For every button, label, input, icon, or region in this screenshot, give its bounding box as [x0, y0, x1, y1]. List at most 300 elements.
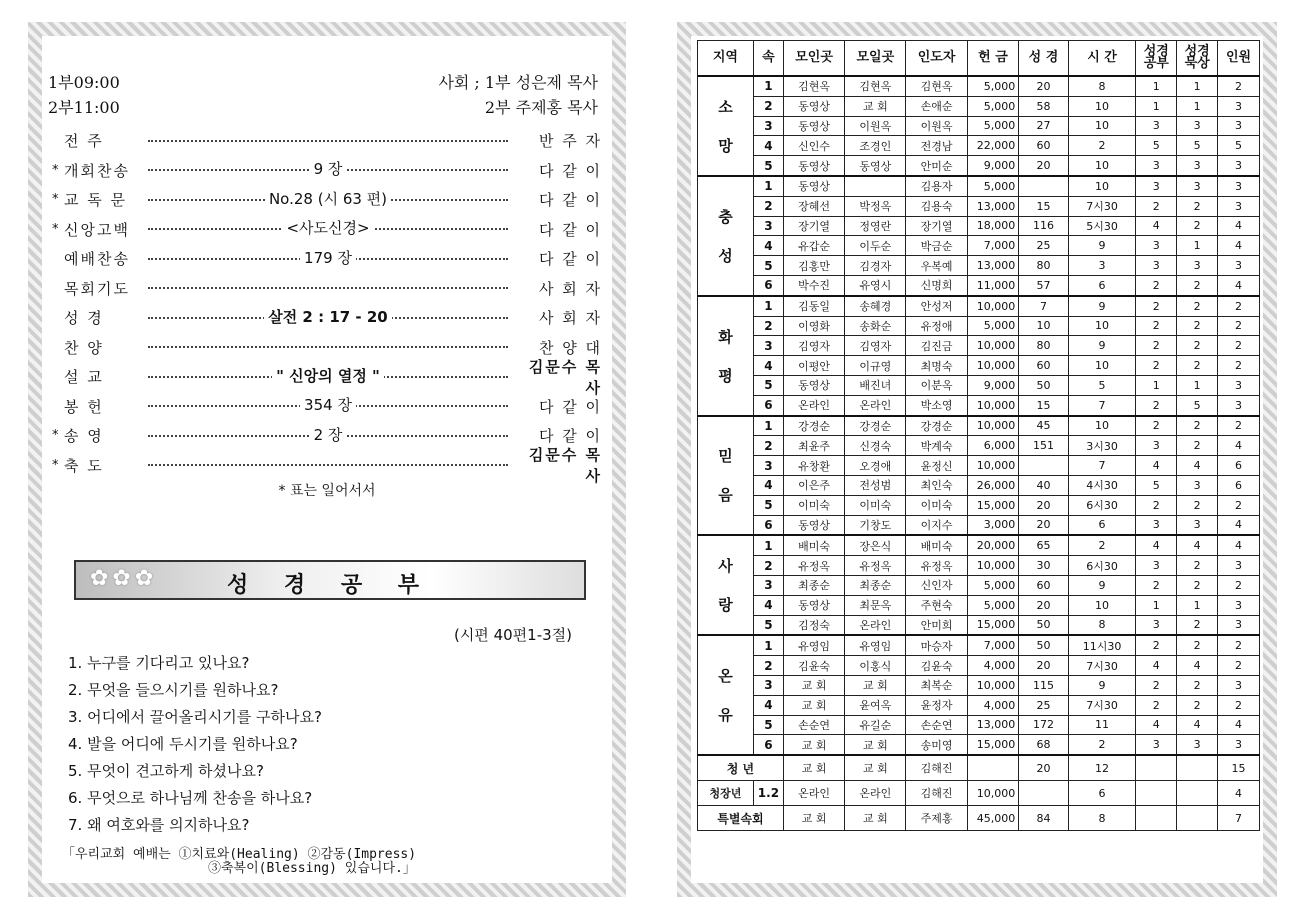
table-cell: 20: [1019, 656, 1068, 676]
table-cell: 115: [1019, 675, 1068, 695]
attendance-table: [697, 40, 1260, 831]
table-cell: 김현옥: [845, 76, 906, 96]
column-header: 인원: [1218, 41, 1260, 77]
table-cell: 교 회: [845, 755, 906, 781]
table-cell: [1177, 755, 1218, 781]
table-cell: 박금순: [906, 236, 967, 256]
order-middle: [148, 394, 508, 415]
order-who: 사 회 자: [538, 279, 602, 298]
table-cell: 2: [1177, 615, 1218, 635]
table-cell: 6: [1218, 475, 1260, 495]
column-header: 인도자: [906, 41, 967, 77]
table-row: [698, 715, 1260, 735]
bulletin-right-page: [677, 22, 1277, 897]
table-cell: 3: [1177, 735, 1218, 755]
table-cell: 1: [1177, 96, 1218, 116]
table-cell: 배미숙: [906, 535, 967, 555]
table-cell: 2: [1177, 216, 1218, 236]
order-who: 다 같 이: [538, 220, 602, 239]
group-number-cell: 3: [753, 456, 783, 476]
table-cell: 8: [1068, 806, 1136, 831]
table-cell: 최윤주: [783, 436, 844, 456]
table-cell: [1136, 806, 1177, 831]
table-cell: 9,000: [967, 156, 1019, 176]
order-name: 봉 헌: [64, 397, 104, 416]
table-cell: 2: [1218, 416, 1260, 436]
table-cell: 13,000: [967, 196, 1019, 216]
table-cell: 전성범: [845, 475, 906, 495]
table-cell: 3: [1136, 116, 1177, 136]
table-cell: 이미숙: [783, 495, 844, 515]
table-row: [698, 436, 1260, 456]
table-cell: 13,000: [967, 715, 1019, 735]
order-dots: [148, 140, 508, 142]
order-who: 다 같 이: [538, 161, 602, 180]
order-who: 다 같 이: [538, 397, 602, 416]
order-middle: [148, 424, 508, 445]
table-cell: 8: [1068, 615, 1136, 635]
table-cell: 4: [1136, 656, 1177, 676]
table-cell: 3: [1218, 176, 1260, 196]
table-row: [698, 806, 1260, 831]
table-cell: 안미희: [906, 615, 967, 635]
order-item: [52, 357, 602, 397]
table-cell: 김영자: [845, 336, 906, 356]
table-cell: 3: [1068, 256, 1136, 276]
table-cell: 10: [1068, 416, 1136, 436]
order-name: 신앙고백: [64, 220, 130, 239]
table-cell: 4,000: [967, 656, 1019, 676]
table-cell: 3: [1218, 675, 1260, 695]
table-cell: 10,000: [967, 356, 1019, 376]
group-number-cell: 5: [753, 615, 783, 635]
table-cell: 11시30: [1068, 635, 1136, 655]
table-cell: 교 회: [845, 96, 906, 116]
table-row: [698, 156, 1260, 176]
table-cell: 교 회: [783, 675, 844, 695]
table-cell: 3: [1218, 395, 1260, 415]
group-number-cell: 6: [753, 395, 783, 415]
table-row: [698, 595, 1260, 615]
table-cell: 2: [1177, 356, 1218, 376]
order-who: 찬 양 대: [538, 338, 602, 357]
table-cell: 우복예: [906, 256, 967, 276]
table-cell: 이미숙: [906, 495, 967, 515]
table-cell: 3: [1136, 156, 1177, 176]
table-cell: 유영임: [783, 635, 844, 655]
table-cell: 2: [1136, 495, 1177, 515]
table-cell: 2: [1218, 635, 1260, 655]
table-row: [698, 275, 1260, 295]
table-cell: 이두순: [845, 236, 906, 256]
table-cell: 45,000: [967, 806, 1019, 831]
table-cell: 김윤숙: [783, 656, 844, 676]
table-cell: 7시30: [1068, 656, 1136, 676]
table-cell: 65: [1019, 535, 1068, 555]
table-cell: 장기열: [906, 216, 967, 236]
table-cell: 최인숙: [906, 475, 967, 495]
order-item: [52, 126, 602, 156]
table-cell: 유정옥: [783, 556, 844, 576]
group-number-cell: 3: [753, 116, 783, 136]
table-cell: 박정옥: [845, 196, 906, 216]
order-item: [52, 446, 602, 486]
table-cell: 3: [1136, 556, 1177, 576]
table-cell: 25: [1019, 695, 1068, 715]
order-star: *: [52, 428, 59, 444]
table-cell: 10,000: [967, 556, 1019, 576]
order-middle: [148, 158, 508, 179]
order-star: *: [52, 192, 59, 208]
order-middle-text: " 신앙의 열정 ": [272, 367, 384, 385]
question: 1. 누구를 기다리고 있나요?: [68, 654, 250, 672]
table-cell: 유길순: [845, 715, 906, 735]
table-cell: 이평안: [783, 356, 844, 376]
table-cell: 이홍식: [845, 656, 906, 676]
table-cell: 6: [1068, 515, 1136, 535]
table-cell: 이분옥: [906, 375, 967, 395]
table-cell: 2: [1177, 675, 1218, 695]
order-name: 설 교: [64, 368, 104, 387]
flower-icon: ✿✿✿: [90, 566, 158, 591]
table-cell: 주제홍: [906, 806, 967, 831]
table-cell: 박수진: [783, 275, 844, 295]
table-cell: 3: [1218, 595, 1260, 615]
question: 5. 무엇이 견고하게 하셨나요?: [68, 762, 264, 780]
region-cell: 온 유: [698, 635, 754, 755]
table-cell: 윤정신: [906, 456, 967, 476]
table-cell: 5,000: [967, 76, 1019, 96]
table-cell: 이규영: [845, 356, 906, 376]
footer-line-1: 「우리교회 예배는 ①치료와(Healing) ②감동(Impress): [62, 847, 417, 862]
table-cell: 동영상: [783, 116, 844, 136]
table-cell: 3: [1136, 436, 1177, 456]
table-cell: 50: [1019, 615, 1068, 635]
order-middle-text: 살전 2 : 17 - 20: [264, 308, 392, 326]
table-cell: 5: [1177, 395, 1218, 415]
order-star: *: [52, 221, 59, 237]
order-item: [52, 185, 602, 215]
table-cell: 신명희: [906, 275, 967, 295]
table-cell: 1: [1136, 96, 1177, 116]
table-cell: 30: [1019, 556, 1068, 576]
order-name: 성 경: [64, 309, 104, 328]
table-cell: 유정애: [906, 316, 967, 336]
table-cell: 교 회: [845, 735, 906, 755]
order-who: 반 주 자: [538, 132, 602, 151]
group-number-cell: 6: [753, 735, 783, 755]
table-cell: 2: [1177, 635, 1218, 655]
table-row: [698, 236, 1260, 256]
table-cell: 7,000: [967, 635, 1019, 655]
group-number-cell: 2: [753, 316, 783, 336]
group-number-cell: 3: [753, 336, 783, 356]
table-cell: 3: [1218, 256, 1260, 276]
region-cell: 특별속회: [698, 806, 784, 831]
question: 4. 발을 어디에 두시기를 원하나요?: [68, 735, 298, 753]
table-cell: 4,000: [967, 695, 1019, 715]
table-cell: 2: [1136, 356, 1177, 376]
table-cell: 최문옥: [845, 595, 906, 615]
table-cell: 장은식: [845, 535, 906, 555]
table-cell: 2: [1136, 416, 1177, 436]
table-row: [698, 535, 1260, 555]
question: 7. 왜 여호와를 의지하나요?: [68, 816, 250, 834]
table-cell: 3: [1136, 615, 1177, 635]
group-number-cell: 2: [753, 436, 783, 456]
table-cell: 2: [1177, 436, 1218, 456]
table-cell: 2: [1218, 76, 1260, 96]
order-dots: [148, 248, 508, 267]
table-cell: 김윤숙: [906, 656, 967, 676]
table-cell: 이원옥: [906, 116, 967, 136]
table-cell: 8: [1068, 76, 1136, 96]
table-cell: 최복순: [906, 675, 967, 695]
table-cell: 동영상: [783, 515, 844, 535]
table-cell: 배미숙: [783, 535, 844, 555]
table-row: [698, 635, 1260, 655]
table-row: [698, 176, 1260, 196]
table-row: [698, 575, 1260, 595]
table-cell: 4: [1218, 236, 1260, 256]
table-row: [698, 136, 1260, 156]
table-cell: 4: [1218, 515, 1260, 535]
table-cell: 9: [1068, 236, 1136, 256]
table-cell: 15: [1218, 755, 1260, 781]
table-cell: 김현옥: [783, 76, 844, 96]
table-cell: 온라인: [783, 395, 844, 415]
table-cell: 3: [1218, 735, 1260, 755]
table-row: [698, 76, 1260, 96]
table-cell: 3: [1136, 515, 1177, 535]
table-cell: 3: [1136, 735, 1177, 755]
order-name: 찬 양: [64, 338, 104, 357]
table-cell: 동영상: [783, 375, 844, 395]
group-number-cell: 1: [753, 535, 783, 555]
table-cell: 10: [1068, 316, 1136, 336]
table-cell: 강경순: [845, 416, 906, 436]
table-cell: 윤여옥: [845, 695, 906, 715]
table-cell: 22,000: [967, 136, 1019, 156]
order-star: *: [52, 457, 59, 473]
table-cell: 최명숙: [906, 356, 967, 376]
table-cell: 온라인: [783, 781, 844, 806]
group-number-cell: 2: [753, 196, 783, 216]
group-number-cell: 4: [753, 136, 783, 156]
table-cell: 송미영: [906, 735, 967, 755]
table-cell: 2: [1218, 356, 1260, 376]
table-cell: 11: [1068, 715, 1136, 735]
table-cell: 2: [1177, 416, 1218, 436]
table-cell: 3: [1177, 176, 1218, 196]
table-cell: 3: [1136, 176, 1177, 196]
table-cell: 박계숙: [906, 436, 967, 456]
order-item: [52, 392, 602, 422]
table-cell: 50: [1019, 635, 1068, 655]
table-row: [698, 316, 1260, 336]
table-cell: 11,000: [967, 275, 1019, 295]
group-number-cell: 1: [753, 416, 783, 436]
table-cell: 온라인: [845, 781, 906, 806]
table-cell: 20: [1019, 495, 1068, 515]
table-cell: 60: [1019, 575, 1068, 595]
table-cell: 50: [1019, 375, 1068, 395]
table-cell: 10,000: [967, 675, 1019, 695]
table-cell: 2: [1218, 575, 1260, 595]
table-cell: 4: [1136, 456, 1177, 476]
table-row: [698, 656, 1260, 676]
table-cell: 2: [1136, 275, 1177, 295]
table-header: [698, 41, 1260, 77]
table-cell: 18,000: [967, 216, 1019, 236]
table-cell: 3: [1218, 196, 1260, 216]
table-cell: 10,000: [967, 395, 1019, 415]
table-cell: 온라인: [845, 395, 906, 415]
table-cell: 2: [1218, 656, 1260, 676]
table-cell: 주현숙: [906, 595, 967, 615]
table-row: [698, 296, 1260, 316]
bulletin-left-page: [28, 22, 626, 897]
table-cell: 172: [1019, 715, 1068, 735]
table-cell: 80: [1019, 256, 1068, 276]
table-cell: 1: [1177, 375, 1218, 395]
order-dots: [148, 219, 508, 238]
order-middle-text: 2 장: [310, 426, 347, 444]
table-cell: 1: [1136, 595, 1177, 615]
table-cell: 3: [1218, 615, 1260, 635]
table-cell: 10: [1068, 116, 1136, 136]
table-cell: 4시30: [1068, 475, 1136, 495]
table-cell: 신인수: [783, 136, 844, 156]
group-number-cell: 4: [753, 695, 783, 715]
order-name: 전 주: [64, 132, 104, 151]
order-item: [52, 244, 602, 274]
table-cell: 동영상: [783, 176, 844, 196]
table-cell: 교 회: [783, 735, 844, 755]
table-cell: 유영임: [845, 635, 906, 655]
table-cell: 신인자: [906, 575, 967, 595]
table-cell: 김해진: [906, 755, 967, 781]
table-cell: 15,000: [967, 735, 1019, 755]
group-number-cell: 3: [753, 675, 783, 695]
order-name: 예배찬송: [64, 250, 130, 269]
order-who: 김문수 목사: [528, 446, 602, 486]
table-cell: 2: [1177, 275, 1218, 295]
table-cell: 9: [1068, 336, 1136, 356]
order-middle: [148, 188, 508, 209]
region-cell: 믿 음: [698, 416, 754, 536]
table-row: [698, 375, 1260, 395]
group-number-cell: 4: [753, 356, 783, 376]
table-cell: 5: [1068, 375, 1136, 395]
order-dots: [148, 366, 508, 385]
column-header: 성경 묵상: [1177, 41, 1218, 77]
order-who: 다 같 이: [538, 191, 602, 210]
table-cell: 신경숙: [845, 436, 906, 456]
group-number-cell: 4: [753, 236, 783, 256]
order-dots: [148, 346, 508, 348]
table-cell: 15: [1019, 196, 1068, 216]
table-cell: 9: [1068, 575, 1136, 595]
table-cell: 2: [1218, 316, 1260, 336]
table-cell: 10: [1068, 96, 1136, 116]
table-cell: 2: [1218, 695, 1260, 715]
question: 6. 무엇으로 하나님께 찬송을 하나요?: [68, 789, 313, 807]
table-cell: 27: [1019, 116, 1068, 136]
group-number-cell: 2: [753, 656, 783, 676]
table-cell: 4: [1136, 216, 1177, 236]
table-row: [698, 395, 1260, 415]
order-middle-text: 179 장: [300, 249, 356, 267]
table-cell: 80: [1019, 336, 1068, 356]
table-cell: 9: [1068, 296, 1136, 316]
table-cell: 1: [1136, 375, 1177, 395]
table-cell: 3: [1218, 116, 1260, 136]
table-cell: 2: [1136, 336, 1177, 356]
table-cell: 1: [1177, 236, 1218, 256]
table-cell: 2: [1177, 296, 1218, 316]
table-cell: 김용자: [906, 176, 967, 196]
table-cell: 배진녀: [845, 375, 906, 395]
order-name: 개회찬송: [64, 161, 130, 180]
table-cell: 6: [1068, 781, 1136, 806]
table-cell: [1019, 176, 1068, 196]
table-row: [698, 336, 1260, 356]
table-cell: 15,000: [967, 615, 1019, 635]
table-cell: 이미숙: [845, 495, 906, 515]
table-cell: 김진금: [906, 336, 967, 356]
table-cell: 2: [1136, 296, 1177, 316]
order-dots: [148, 189, 508, 208]
footer-line-2: ③축복이(Blessing) 있습니다.」: [208, 861, 416, 876]
table-cell: 20: [1019, 595, 1068, 615]
group-number-cell: 5: [753, 156, 783, 176]
table-cell: 68: [1019, 735, 1068, 755]
table-row: [698, 675, 1260, 695]
table-cell: 5시30: [1068, 216, 1136, 236]
table-cell: 3: [1177, 475, 1218, 495]
footer-note: [62, 848, 416, 876]
column-header: 모인곳: [783, 41, 844, 77]
table-cell: 60: [1019, 356, 1068, 376]
table-cell: 25: [1019, 236, 1068, 256]
order-item: [52, 274, 602, 304]
table-cell: 손애순: [906, 96, 967, 116]
order-dots: [148, 287, 508, 289]
table-cell: 4: [1218, 436, 1260, 456]
question: 2. 무엇을 들으시기를 원하나요?: [68, 681, 279, 699]
table-cell: 안성저: [906, 296, 967, 316]
table-cell: 7시30: [1068, 196, 1136, 216]
table-cell: 4: [1218, 216, 1260, 236]
table-cell: 송화순: [845, 316, 906, 336]
table-cell: 10,000: [967, 336, 1019, 356]
table-cell: 2: [1177, 316, 1218, 336]
table-row: [698, 356, 1260, 376]
worship-order: [52, 126, 602, 486]
order-star: *: [52, 162, 59, 178]
order-name: 교 독 문: [64, 191, 128, 210]
table-cell: 20: [1019, 156, 1068, 176]
table-cell: 기창도: [845, 515, 906, 535]
table-cell: 6: [1068, 275, 1136, 295]
table-cell: 김용숙: [906, 196, 967, 216]
table-cell: 7시30: [1068, 695, 1136, 715]
order-name: 목회기도: [64, 279, 130, 298]
table-cell: 2: [1068, 735, 1136, 755]
table-cell: 3: [1218, 556, 1260, 576]
order-middle: [148, 247, 508, 268]
